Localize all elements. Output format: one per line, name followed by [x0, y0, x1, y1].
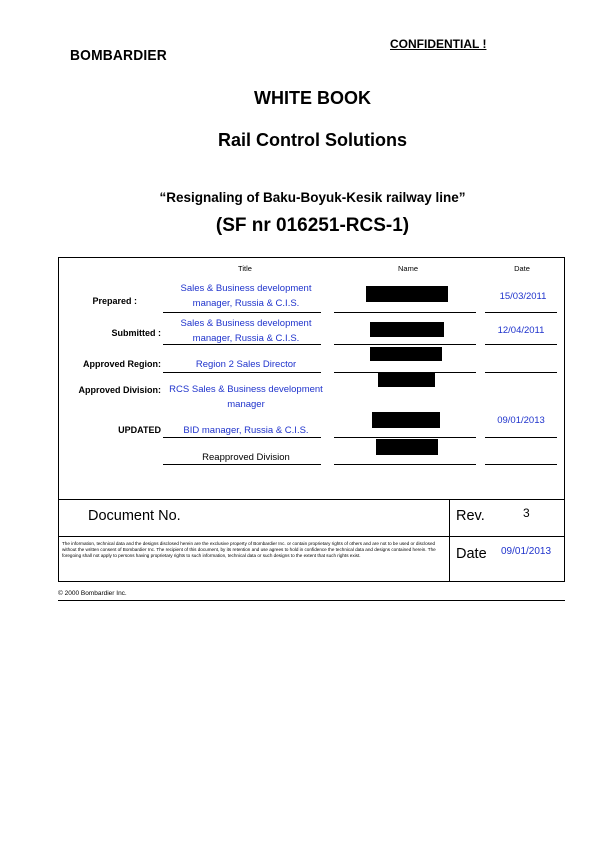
redacted-name — [372, 412, 440, 428]
bombardier-logo: BOMBARDIER — [70, 47, 167, 64]
document-date-value: 09/01/2013 — [501, 546, 552, 557]
approved-division-title: RCS Sales & Business development manager — [169, 384, 323, 410]
prepared-date: 15/03/2011 — [499, 291, 547, 302]
signature-line — [163, 312, 321, 313]
signature-line — [334, 312, 476, 313]
column-header-name: Name — [397, 264, 418, 273]
signature-line — [485, 372, 557, 373]
document-number-label: Document No. — [88, 508, 181, 524]
signature-line — [163, 464, 321, 465]
signature-line — [163, 344, 321, 345]
document-type-title: WHITE BOOK — [254, 88, 371, 108]
signature-line — [334, 437, 476, 438]
frame-divider — [449, 499, 450, 582]
updated-title: BID manager, Russia & C.I.S. — [183, 425, 309, 436]
frame-divider — [58, 536, 565, 537]
signature-line — [163, 372, 321, 373]
sf-number-title: (SF nr 016251-RCS-1) — [215, 215, 410, 236]
confidential-label: CONFIDENTIAL ! — [390, 37, 487, 51]
reapproved-division-title: Reapproved Division — [202, 452, 290, 463]
submitted-date: 12/04/2011 — [497, 325, 545, 336]
frame-divider — [58, 499, 565, 500]
copyright-notice: © 2000 Bombardier Inc. — [58, 590, 127, 597]
revision-label: Rev. — [456, 508, 485, 524]
row-label-updated: UPDATED — [118, 425, 161, 435]
legal-notice: The information, technical data and the designs disclosed herein are the exclusive property of Bombardier Inc. or contain proprietary rights of others and are not to be used or disclosed without the written consent of Bombardier Inc. The recipient of this document, by its retention and use agrees to hold in confidence the technical data and designs contained herein. The foregoing shall not apply to persons having proprietary rights to such information, technical data or such designs to the extent that such rights exist. — [62, 541, 436, 558]
row-label-prepared: Prepared : — [92, 296, 137, 306]
signature-line — [334, 344, 476, 345]
signature-line — [485, 464, 557, 465]
signature-line — [485, 312, 557, 313]
approved-region-title: Region 2 Sales Director — [195, 359, 297, 370]
signature-line — [485, 437, 557, 438]
redacted-name — [370, 322, 444, 337]
revision-value: 3 — [523, 506, 530, 520]
project-title: “Resignaling of Baku-Boyuk-Kesik railway line” — [159, 190, 466, 205]
submitted-title: Sales & Business development manager, Russia & C.I.S. — [180, 318, 312, 344]
signature-line — [485, 344, 557, 345]
document-date-label: Date — [456, 546, 487, 562]
column-header-date: Date — [514, 264, 530, 273]
division-title: Rail Control Solutions — [218, 130, 407, 150]
redacted-name — [378, 372, 435, 387]
row-label-approved-division: Approved Division: — [78, 385, 161, 395]
row-label-approved-region: Approved Region: — [83, 359, 161, 369]
updated-date: 09/01/2013 — [497, 415, 545, 426]
footer-rule — [58, 600, 565, 601]
column-header-title: Title — [238, 264, 252, 273]
prepared-title: Sales & Business development manager, Russia & C.I.S. — [180, 283, 312, 309]
redacted-name — [370, 347, 442, 361]
redacted-name — [376, 439, 438, 455]
signature-line — [163, 437, 321, 438]
redacted-name — [366, 286, 448, 302]
signature-line — [334, 464, 476, 465]
row-label-submitted: Submitted : — [111, 328, 161, 338]
